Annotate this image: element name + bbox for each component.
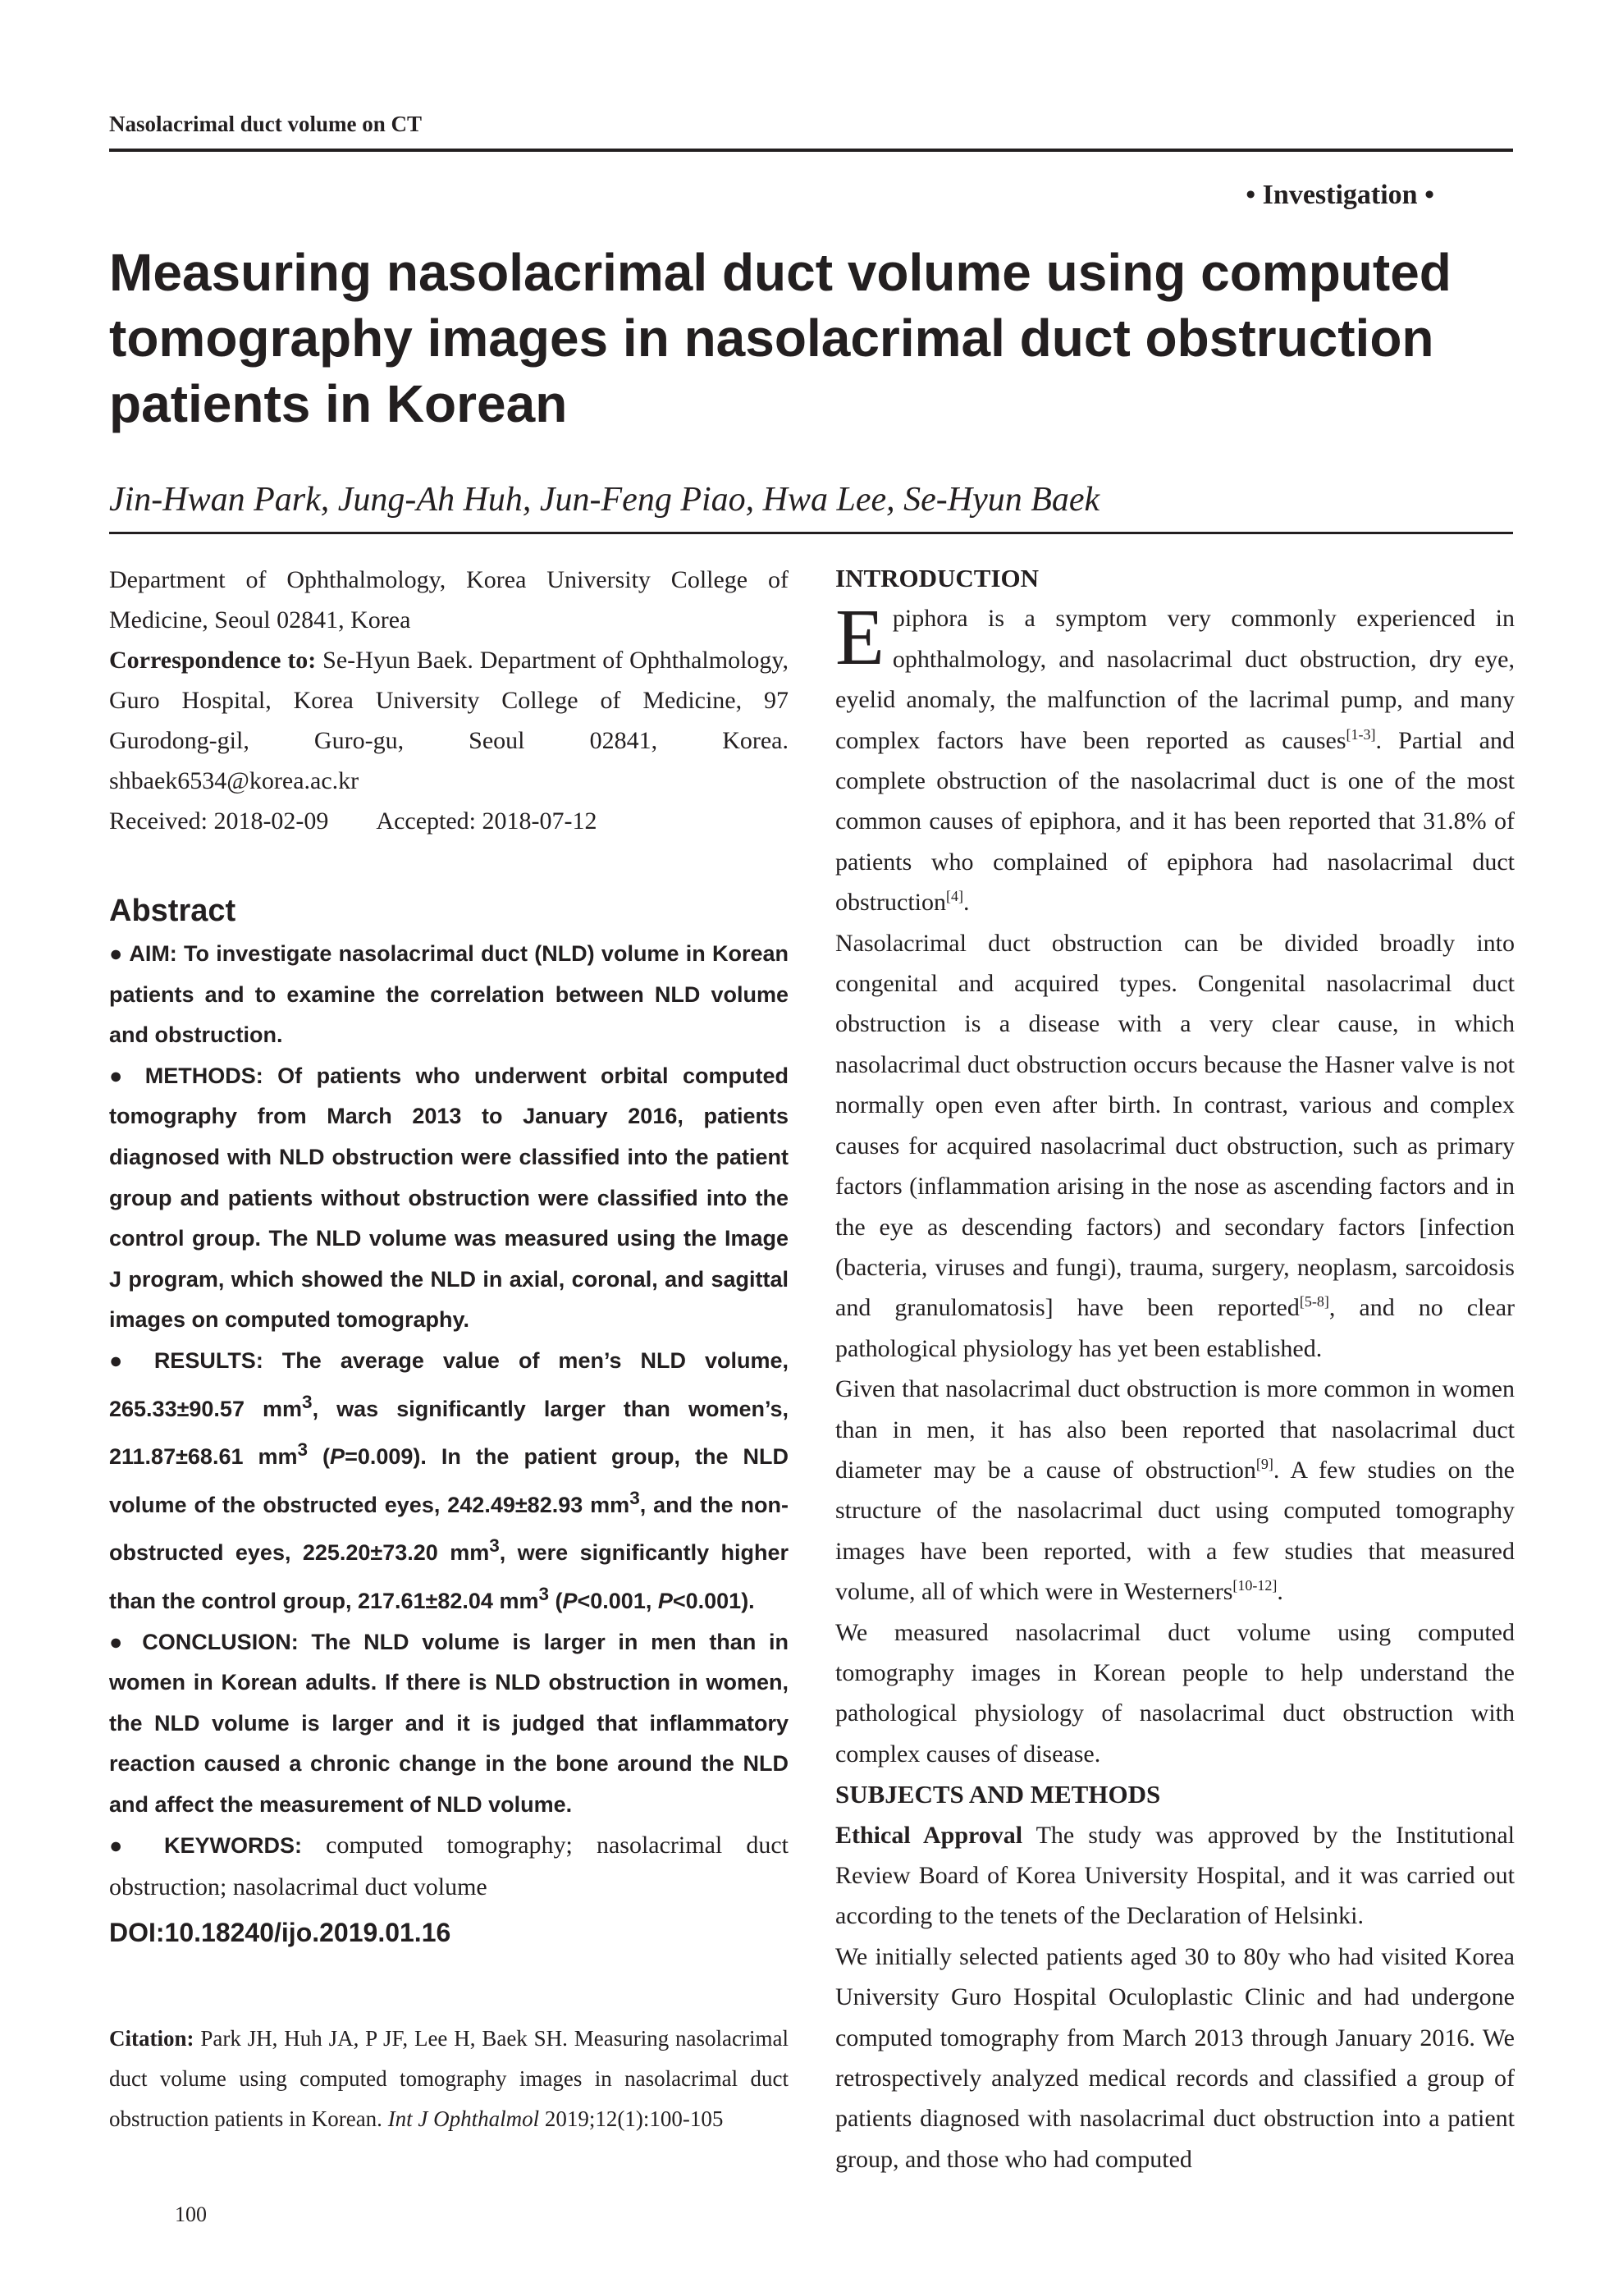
- ethics-paragraph: [835, 1815, 1515, 1937]
- author-list: Jin-Hwan Park, Jung-Ah Huh, Jun-Feng Piao, Hwa Lee, Se-Hyun Baek: [109, 481, 1100, 519]
- ethics-label: Ethical Approval: [835, 1821, 1023, 1849]
- ethics-text: The study was approved by the Institutional Review Board of Korea University Hospital, and it was carried out according to the tenets of the Declaration of Helsinki.: [835, 1821, 1515, 1930]
- abstract-heading: Abstract: [109, 894, 236, 928]
- journal-name: Int J Ophthalmol: [387, 2106, 540, 2131]
- methods-heading: SUBJECTS AND METHODS: [835, 1780, 1161, 1809]
- intro-text: Given that nasolacrimal duct obstruction is more common in women than in men, it has also been reported that nasolacrimal duct diameter may be a cause of obstruction: [835, 1375, 1515, 1484]
- reference-marker: [5-8]: [1299, 1293, 1329, 1310]
- results-text: (: [308, 1444, 331, 1470]
- intro-text: piphora is a symptom very commonly experienced in ophthalmology, and nasolacrimal duct obstruction, dry eye, eyelid anomaly, the malfunction of the lacrimal pump, and many complex factors have been reported as causes: [835, 605, 1515, 754]
- intro-text: Nasolacrimal duct obstruction can be divided broadly into congenital and acquired types. Congenital nasolacrimal duct obstruction is a disease with a very clear cause, in which nasolacrimal duct obstruction occurs because the Hasner valve is not normally open even after birth. In contrast, various and complex causes for acquired nasolacrimal duct obstruction, such as primary factors (inflammation arising in the nose as ascending factors and in the eye as descending factors) and secondary factors [infection (bacteria, viruses and fungi), trauma, surgery, neoplasm, sarcoidosis and granulomatosis] have been reported: [835, 929, 1515, 1322]
- abstract-aim: ● AIM: To investigate nasolacrimal duct (NLD) volume in Korean patients and to examine the correlation between NLD volume and obstruction.: [109, 941, 789, 1048]
- keywords-text: computed tomography; nasolacrimal duct obstruction; nasolacrimal duct volume: [109, 1832, 789, 1901]
- intro-text: .: [963, 889, 970, 917]
- body-column: [835, 558, 1515, 2179]
- intro-text: .: [1277, 1578, 1283, 1606]
- header-rule: [109, 149, 1513, 152]
- intro-text: , and no clear pathological physiology has yet been established.: [835, 1294, 1516, 1362]
- received-date: Received: 2018-02-09: [109, 807, 329, 835]
- results-text: =0.009). In the patient group, the NLD volume of the obstructed eyes, 242.49±82.93 mm: [109, 1444, 789, 1517]
- article-type: • Investigation •: [1246, 180, 1434, 210]
- p-symbol: P: [562, 1588, 578, 1613]
- intro-paragraph-4: We measured nasolacrimal duct volume using computed tomography images in Korean people to help understand the pathological physiology of nasolacrimal duct obstruction with complex causes of disease.: [835, 1618, 1515, 1768]
- author-rule: [109, 532, 1513, 534]
- citation-block: [109, 2019, 789, 2139]
- results-text: ● RESULTS: The average value of men’s NLD volume, 265.33±90.57 mm: [109, 1347, 789, 1421]
- intro-text: . A few studies on the structure of the nasolacrimal duct using computed tomography images have been reported, with a few studies that measured volume, all of which were in Westerners: [835, 1456, 1515, 1606]
- results-text: , were significantly higher than the control group, 217.61±82.04 mm: [109, 1540, 789, 1613]
- department-text: Department of Ophthalmology, Korea University College of Medicine, Seoul 02841, Korea: [109, 566, 789, 633]
- intro-paragraph-3: [835, 1369, 1515, 1612]
- keywords-label: ● KEYWORDS:: [109, 1833, 303, 1859]
- article-title: Measuring nasolacrimal duct volume using computed tomography images in nasolacrimal duct obstruction patients in Korean: [109, 243, 1452, 433]
- reference-marker: [4]: [946, 888, 963, 905]
- abstract-results: [109, 1341, 789, 1622]
- superscript: 3: [538, 1583, 549, 1604]
- accepted-date: Accepted: 2018-07-12: [376, 807, 597, 835]
- results-text: , and the non-obstructed eyes, 225.20±73.20 mm: [109, 1492, 789, 1566]
- abstract-block: [109, 891, 789, 1953]
- introduction-heading: INTRODUCTION: [835, 564, 1040, 592]
- abstract-keywords: [109, 1825, 789, 1908]
- results-text: <0.001).: [672, 1588, 755, 1613]
- reference-marker: [10-12]: [1232, 1577, 1278, 1594]
- intro-text: . Partial and complete obstruction of the nasolacrimal duct is one of the most common causes of epiphora, and it has been reported that 31.8% of patients who complained of epiphora had nasolacrimal duct obstruction: [835, 726, 1515, 917]
- intro-paragraph-1: [835, 593, 1515, 922]
- affiliation-block: [109, 560, 789, 841]
- drop-cap: E: [835, 593, 885, 683]
- superscript: 3: [489, 1535, 500, 1557]
- results-text: (: [548, 1588, 563, 1613]
- correspondence: [109, 640, 789, 801]
- results-text: <0.001,: [577, 1588, 658, 1613]
- p-symbol: P: [657, 1588, 673, 1613]
- results-text: , was significantly larger than women’s, 211.87±68.61 mm: [109, 1396, 789, 1470]
- abstract-conclusion: ● CONCLUSION: The NLD volume is larger in men than in women in Korean adults. If there is NLD obstruction in women, the NLD volume is larger and it is judged that inflammatory reaction caused a chronic change in the bone around the NLD and affect the measurement of NLD volume.: [109, 1629, 789, 1817]
- p-symbol: P: [330, 1444, 345, 1470]
- page-number: 100: [175, 2202, 207, 2226]
- dates: [109, 801, 789, 841]
- correspondence-label: Correspondence to:: [109, 647, 317, 674]
- citation-text: Park JH, Huh JA, P JF, Lee H, Baek SH. Measuring nasolacrimal duct volume using computed tomography images in nasolacrimal duct obstruction patients in Korean.: [109, 2026, 789, 2131]
- reference-marker: [9]: [1255, 1455, 1273, 1472]
- abstract-methods: ● METHODS: Of patients who underwent orbital computed tomography from March 2013 to January 2016, patients diagnosed with NLD obstruction were classified into the patient group and patients without obstruction were classified into the control group. The NLD volume was measured using the Image J program, which showed the NLD in axial, coronal, and sagittal images on computed tomography.: [109, 1063, 789, 1333]
- running-header: Nasolacrimal duct volume on CT: [109, 112, 422, 136]
- superscript: 3: [629, 1487, 640, 1508]
- reference-marker: [1-3]: [1346, 725, 1376, 743]
- correspondence-text: Se-Hyun Baek. Department of Ophthalmology, Guro Hospital, Korea University College of Medicine, 97 Gurodong-gil, Guro-gu, Seoul 02841, Korea. shbaek6534@korea.ac.kr: [109, 647, 789, 794]
- methods-paragraph-1: We initially selected patients aged 30 to 80y who had visited Korea University Guro Hospital Oculoplastic Clinic and had undergone computed tomography from March 2013 through January 2016. We retrospectively analyzed medical records and classified a group of patients diagnosed with nasolacrimal duct obstruction into a patient group, and those who had computed: [835, 1942, 1515, 2173]
- citation-details: 2019;12(1):100-105: [539, 2106, 724, 2131]
- intro-paragraph-2: [835, 923, 1515, 1369]
- citation-label: Citation:: [109, 2026, 194, 2051]
- doi-link[interactable]: DOI:10.18240/ijo.2019.01.16: [109, 1917, 451, 1947]
- superscript: 3: [302, 1391, 313, 1412]
- superscript: 3: [297, 1439, 309, 1461]
